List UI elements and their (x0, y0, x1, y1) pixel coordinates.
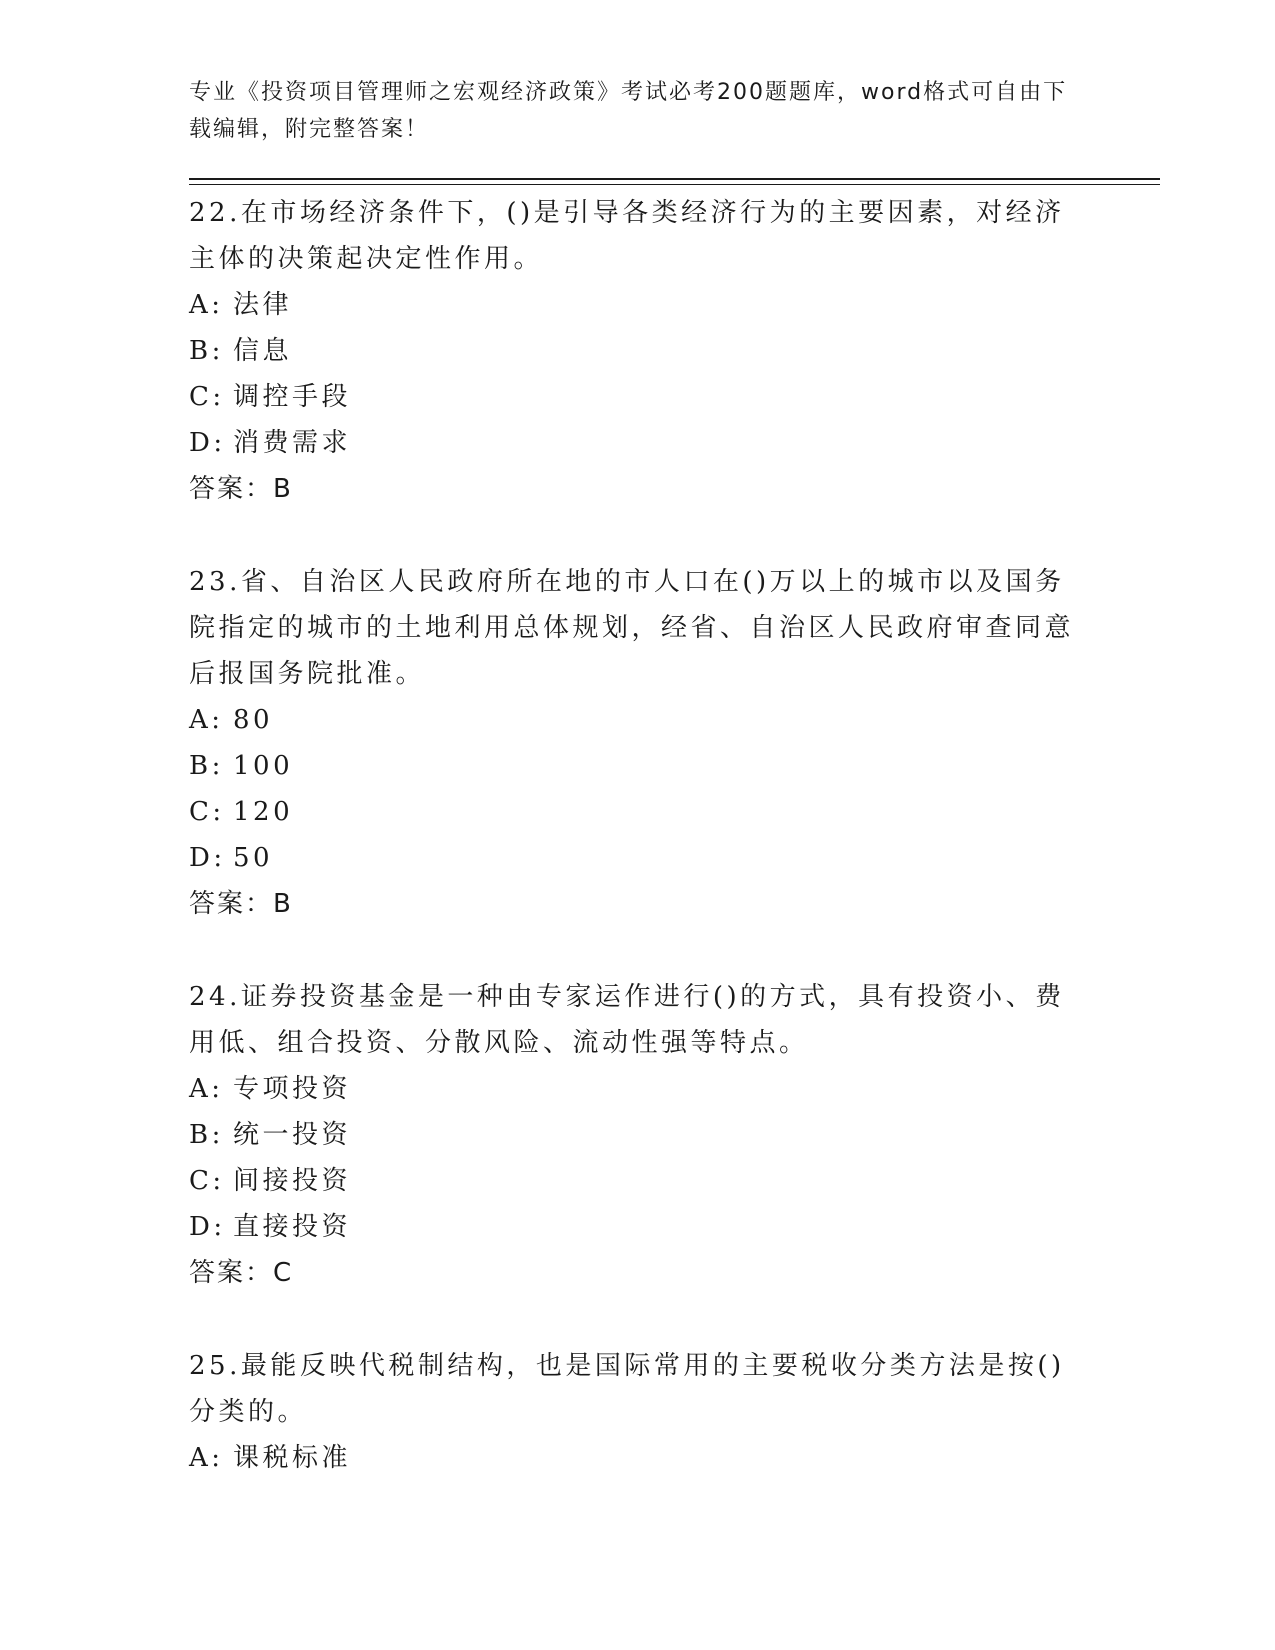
question-25 (189, 1343, 1089, 1481)
option-text: 统一投资 (233, 1120, 352, 1150)
option-text: 50 (233, 843, 274, 873)
option-text: 课税标准 (233, 1443, 352, 1473)
option-d (189, 1204, 1089, 1250)
option-b (189, 328, 1089, 374)
option-letter: D: (189, 428, 226, 458)
question-24 (189, 974, 1089, 1296)
option-letter: C: (189, 1166, 225, 1196)
question-22 (189, 190, 1089, 512)
option-letter: B: (189, 1120, 224, 1150)
question-text: 22.在市场经济条件下，()是引导各类经济行为的主要因素，对经济主体的决策起决定性作用。 (189, 198, 1065, 274)
answer-line: 答案：B (189, 474, 293, 504)
option-letter: A: (189, 1074, 224, 1104)
option-d (189, 835, 1089, 881)
option-text: 调控手段 (233, 382, 352, 412)
option-letter: A: (189, 705, 224, 735)
option-letter: D: (189, 843, 226, 873)
question-text: 25.最能反映代税制结构，也是国际常用的主要税收分类方法是按()分类的。 (189, 1351, 1065, 1427)
option-letter: B: (189, 751, 224, 781)
option-text: 间接投资 (233, 1166, 352, 1196)
option-letter: B: (189, 336, 224, 366)
option-a (189, 282, 1089, 328)
question-list (189, 190, 1089, 1528)
question-23 (189, 559, 1089, 927)
option-text: 信息 (233, 336, 293, 366)
option-c (189, 789, 1089, 835)
header-divider-thin (189, 184, 1160, 185)
option-text: 80 (233, 705, 274, 735)
option-letter: D: (189, 1212, 226, 1242)
document-header: 专业《投资项目管理师之宏观经济政策》考试必考200题题库，word格式可自由下载编辑，附完整答案！ (189, 80, 1068, 142)
option-letter: A: (189, 290, 224, 320)
option-b (189, 1112, 1089, 1158)
option-b (189, 743, 1089, 789)
option-text: 120 (233, 797, 294, 827)
option-text: 法律 (233, 290, 293, 320)
option-letter: C: (189, 797, 225, 827)
option-letter: C: (189, 382, 225, 412)
option-a (189, 1435, 1089, 1481)
option-text: 直接投资 (233, 1212, 352, 1242)
option-text: 专项投资 (233, 1074, 352, 1104)
answer-line: 答案：B (189, 889, 293, 919)
option-letter: A: (189, 1443, 224, 1473)
option-c (189, 374, 1089, 420)
option-c (189, 1158, 1089, 1204)
header-divider-thick (189, 178, 1160, 180)
option-d (189, 420, 1089, 466)
option-a (189, 1066, 1089, 1112)
question-text: 23.省、自治区人民政府所在地的市人口在()万以上的城市以及国务院指定的城市的土地利用总体规划，经省、自治区人民政府审查同意后报国务院批准。 (189, 567, 1075, 689)
option-a (189, 697, 1089, 743)
answer-line: 答案：C (189, 1258, 294, 1288)
question-text: 24.证券投资基金是一种由专家运作进行()的方式，具有投资小、费用低、组合投资、分散风险、流动性强等特点。 (189, 982, 1065, 1058)
option-text: 100 (233, 751, 294, 781)
option-text: 消费需求 (233, 428, 352, 458)
